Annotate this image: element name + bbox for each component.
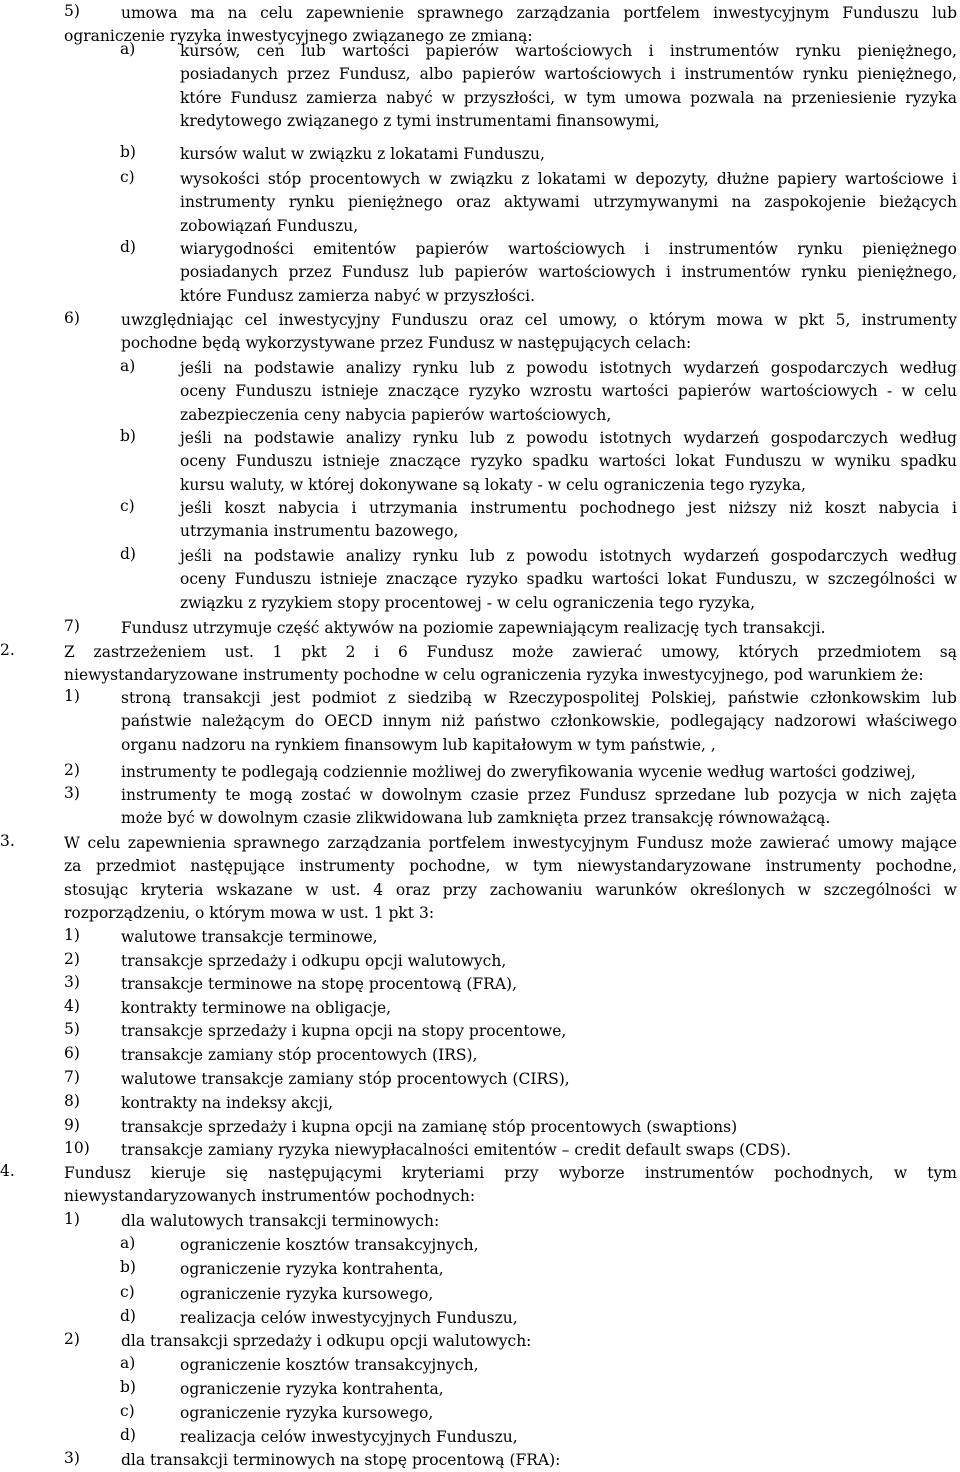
list-item-number: 6): [64, 309, 80, 327]
list-item-number: 1): [64, 1210, 80, 1228]
text-line: stroną transakcji jest podmiot z siedzibą w Rzeczypospolitej Polskiej, państwie członkowskim lub: [121, 689, 957, 707]
list-item-number: 6): [64, 1044, 80, 1062]
text-line: realizacja celów inwestycyjnych Funduszu,: [180, 1309, 518, 1327]
text-line: transakcje sprzedaży i odkupu opcji walutowych,: [121, 952, 507, 970]
list-item-number: d): [120, 1307, 136, 1325]
text-line: dla walutowych transakcji terminowych:: [121, 1212, 440, 1230]
text-line: oceny Funduszu istnieje znaczące ryzyko wzrostu wartości papierów wartościowych - w celu: [180, 382, 957, 401]
text-line: ograniczenie ryzyka kursowego,: [180, 1285, 434, 1303]
list-item-number: b): [120, 427, 136, 445]
text-line: Z zastrzeżeniem ust. 1 pkt 2 i 6 Fundusz może zawierać umowy, których przedmiotem są: [64, 643, 957, 661]
text-line: umowa ma na celu zapewnienie sprawnego zarządzania portfelem inwestycyjnym Funduszu lub: [121, 4, 957, 22]
text-line: które Fundusz zamierza nabyć w przyszłości, w tym umowa pozwala na przeniesienie ryzyka: [180, 88, 957, 107]
text-line: za przedmiot następujące instrumenty pochodne, w tym niewystandaryzowane instrumenty pochodne,: [64, 857, 957, 876]
text-line: wiarygodności emitentów papierów wartościowych i instrumentów rynku pieniężnego: [180, 240, 957, 258]
text-line: W celu zapewnienia sprawnego zarządzania portfelem inwestycyjnym Fundusz może zawierać umowy mające: [64, 834, 957, 852]
list-item-number: b): [120, 1378, 136, 1396]
text-line: instrumenty rynku pieniężnego oraz aktywami utrzymywanymi na zaspokojenie bieżących: [180, 193, 957, 212]
text-line: ograniczenie ryzyka kursowego,: [180, 1404, 434, 1422]
text-line: kursów walut w związku z lokatami Funduszu,: [180, 145, 545, 163]
text-line: niewystandaryzowanych instrumentów pochodnych:: [64, 1187, 476, 1206]
list-item-number: 1): [64, 687, 80, 705]
list-item-number: a): [120, 1234, 136, 1252]
text-line: stosując kryteria wskazane w ust. 4 oraz przy zachowaniu warunków określonych w szczególności w: [64, 880, 957, 899]
text-line: wysokości stóp procentowych w związku z lokatami w depozyty, dłużne papiery wartościowe i: [180, 170, 958, 188]
list-item-number: 4.: [0, 1162, 15, 1180]
text-line: walutowe transakcje zamiany stóp procentowych (CIRS),: [121, 1070, 570, 1088]
text-line: dla transakcji terminowych na stopę procentową (FRA):: [121, 1451, 561, 1469]
text-line: transakcje zamiany ryzyka niewypłacalności emitentów – credit default swaps (CDS).: [121, 1141, 791, 1159]
text-line: jeśli na podstawie analizy rynku lub z powodu istotnych wydarzeń gospodarczych według: [180, 547, 957, 565]
list-item-number: 3.: [0, 832, 15, 850]
list-item-number: d): [120, 238, 136, 256]
list-item-number: 9): [64, 1116, 80, 1134]
text-line: transakcje terminowe na stopę procentową (FRA),: [121, 975, 518, 993]
text-line: niewystandaryzowane instrumenty pochodne w celu ograniczenia ryzyka inwestycyjnego, pod warunkiem że:: [64, 666, 924, 685]
list-item-number: 5): [64, 2, 80, 20]
text-line: posiadanych przez Fundusz lub papierów wartościowych i instrumentów rynku pieniężnego,: [180, 263, 957, 282]
list-item-number: 7): [64, 1068, 80, 1086]
list-item-number: c): [120, 1283, 135, 1301]
text-line: związku z ryzykiem stopy procentowej - w celu ograniczenia tego ryzyka,: [180, 593, 756, 612]
text-line: które Fundusz zamierza nabyć w przyszłości.: [180, 286, 536, 305]
text-line: oceny Funduszu istnieje znaczące ryzyko spadku wartości lokat Funduszu, w szczególności w: [180, 570, 958, 589]
list-item-number: 2.: [0, 641, 15, 659]
list-item-number: c): [120, 497, 135, 515]
text-line: Fundusz kieruje się następującymi kryteriami przy wyborze instrumentów pochodnych, w tym: [64, 1164, 957, 1182]
text-line: kontrakty na indeksy akcji,: [121, 1094, 334, 1112]
text-line: utrzymania instrumentu bazowego,: [180, 522, 459, 541]
list-item-number: 4): [64, 997, 80, 1015]
text-line: transakcje sprzedaży i kupna opcji na zamianę stóp procentowych (swaptions): [121, 1118, 738, 1136]
text-line: posiadanych przez Fundusz, albo papierów wartościowych i instrumentów rynku pieniężnego,: [180, 65, 958, 84]
text-line: instrumenty te podlegają codziennie możliwej do zweryfikowania wycenie według wartości godziwej,: [121, 763, 916, 781]
list-item-number: 7): [64, 617, 80, 635]
text-line: kursu waluty, w której dokonywane są lokaty - w celu ograniczenia tego ryzyka,: [180, 475, 806, 494]
list-item-number: a): [120, 40, 136, 58]
text-line: zabezpieczenia ceny nabycia papierów wartościowych,: [180, 405, 612, 424]
text-line: organu nadzoru na rynkiem finansowym lub kapitałowym w tym państwie, ,: [121, 735, 716, 754]
text-line: jeśli na podstawie analizy rynku lub z powodu istotnych wydarzeń gospodarczych według: [180, 359, 957, 377]
text-line: jeśli na podstawie analizy rynku lub z powodu istotnych wydarzeń gospodarczych według: [180, 429, 957, 447]
list-item-number: c): [120, 1402, 135, 1420]
list-item-number: 3): [64, 1449, 80, 1467]
list-item-number: d): [120, 545, 136, 563]
text-line: pochodne będą wykorzystywane przez Fundusz w następujących celach:: [121, 334, 692, 353]
text-line: może być w dowolnym czasie zlikwidowana lub zamknięta przez transakcję równoważącą.: [121, 809, 831, 828]
list-item-number: 2): [64, 950, 80, 968]
list-item-number: 3): [64, 973, 80, 991]
list-item-number: 8): [64, 1092, 80, 1110]
text-line: państwie należącym do OECD innym niż państwo członkowskie, podlegający nadzorowi właściwego: [121, 712, 958, 731]
list-item-number: 2): [64, 1330, 80, 1348]
text-line: ograniczenie ryzyka kontrahenta,: [180, 1380, 444, 1398]
text-line: instrumenty te mogą zostać w dowolnym czasie przez Fundusz sprzedane lub pozycja w nich zajęta: [121, 786, 957, 804]
text-line: walutowe transakcje terminowe,: [121, 928, 378, 946]
list-item-number: 3): [64, 784, 80, 802]
text-line: ograniczenie ryzyka inwestycyjnego związanego ze zmianą:: [64, 27, 533, 46]
list-item-number: 10): [64, 1139, 90, 1157]
text-line: ograniczenie kosztów transakcyjnych,: [180, 1236, 479, 1254]
list-item-number: a): [120, 1354, 136, 1372]
list-item-number: c): [120, 168, 135, 186]
text-line: jeśli koszt nabycia i utrzymania instrumentu pochodnego jest niższy niż koszt nabycia i: [180, 499, 957, 517]
text-line: ograniczenie ryzyka kontrahenta,: [180, 1260, 444, 1278]
list-item-number: 1): [64, 926, 80, 944]
list-item-number: 2): [64, 761, 80, 779]
text-line: rozporządzeniu, o którym mowa w ust. 1 pkt 3:: [64, 904, 435, 923]
list-item-number: a): [120, 357, 136, 375]
list-item-number: d): [120, 1426, 136, 1444]
list-item-number: b): [120, 1258, 136, 1276]
text-line: kredytowego związanego z tymi instrumentami finansowymi,: [180, 112, 660, 131]
text-line: Fundusz utrzymuje część aktywów na poziomie zapewniającym realizację tych transakcji.: [121, 619, 826, 637]
text-line: dla transakcji sprzedaży i odkupu opcji walutowych:: [121, 1332, 532, 1350]
text-line: zobowiązań Funduszu,: [180, 216, 359, 235]
text-line: transakcje zamiany stóp procentowych (IRS),: [121, 1046, 478, 1064]
text-line: realizacja celów inwestycyjnych Funduszu,: [180, 1428, 518, 1446]
text-line: kontrakty terminowe na obligacje,: [121, 999, 392, 1017]
text-line: ograniczenie kosztów transakcyjnych,: [180, 1356, 479, 1374]
text-line: uwzględniając cel inwestycyjny Funduszu oraz cel umowy, o którym mowa w pkt 5, instrumenty: [121, 311, 957, 329]
list-item-number: 5): [64, 1020, 80, 1038]
text-line: kursów, cen lub wartości papierów wartościowych i instrumentów rynku pieniężnego,: [180, 42, 957, 60]
text-line: transakcje sprzedaży i kupna opcji na stopy procentowe,: [121, 1022, 567, 1040]
list-item-number: b): [120, 143, 136, 161]
text-line: oceny Funduszu istnieje znaczące ryzyko spadku wartości lokat Funduszu w wyniku spadku: [180, 452, 957, 471]
